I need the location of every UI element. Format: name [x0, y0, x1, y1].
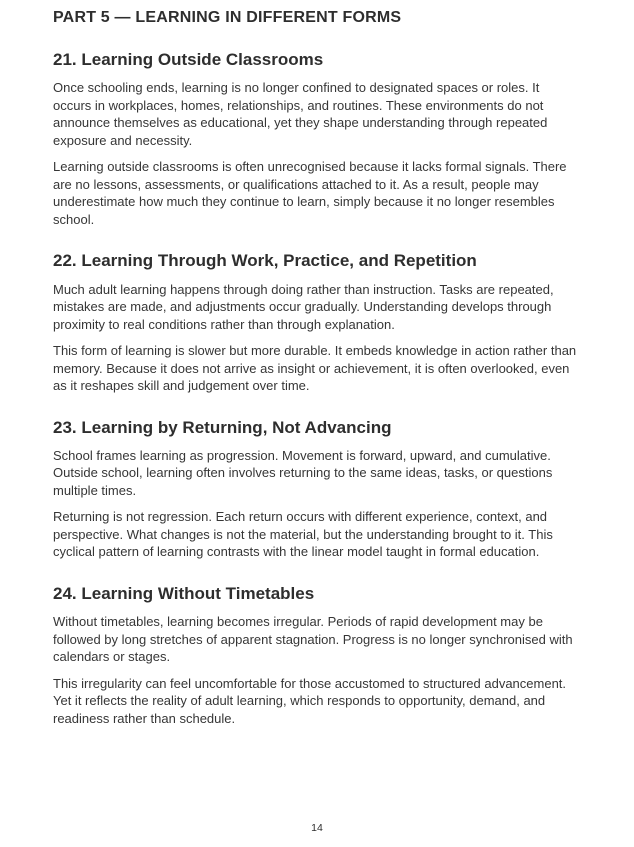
section-24: [53, 583, 580, 727]
section-23-heading: 23. Learning by Returning, Not Advancing: [53, 417, 392, 437]
section-22-paragraph-2: This form of learning is slower but more durable. It embeds knowledge in action rather than memory. Because it does not arrive as insight or achievement, it is often overlooked, even as it reshapes skill and judgement over time.: [53, 343, 577, 394]
section-24-heading: 24. Learning Without Timetables: [53, 583, 315, 603]
section-22: [53, 250, 580, 394]
section-21: [53, 49, 580, 228]
section-23-paragraph-1: School frames learning as progression. Movement is forward, upward, and cumulative. Outside school, learning often involves returning to the same ideas, tasks, or questions multiple times.: [53, 447, 553, 498]
section-21-paragraph-1: Once schooling ends, learning is no longer confined to designated spaces or roles. It occurs in workplaces, homes, relationships, and routines. These environments do not announce themselves as educational, yet they shape understanding through repeated exposure and necessity.: [53, 80, 548, 148]
section-23-paragraph-2: Returning is not regression. Each return occurs with different experience, context, and perspective. What changes is not the material, but the understanding brought to it. This cyclical pattern of learning contrasts with the linear model taught in formal education.: [53, 509, 553, 560]
part-title: PART 5 — LEARNING IN DIFFERENT FORMS: [53, 9, 402, 26]
section-22-paragraph-1: Much adult learning happens through doing rather than instruction. Tasks are repeated, mistakes are made, and adjustments occur gradually. Understanding develops through proximity to real conditions rather than through explanation.: [53, 281, 554, 332]
section-24-paragraph-1: Without timetables, learning becomes irregular. Periods of rapid development may be followed by long stretches of apparent stagnation. Progress is no longer synchronised with calendars or stages.: [53, 614, 573, 665]
page-number: 14: [311, 822, 323, 834]
section-22-heading: 22. Learning Through Work, Practice, and Repetition: [53, 251, 477, 271]
section-23: [53, 417, 580, 561]
section-21-paragraph-2: Learning outside classrooms is often unrecognised because it lacks formal signals. There are no lessons, assessments, or qualifications attached to it. As a result, people may underestimate how much they continue to learn, simply because it no longer resembles school.: [53, 159, 567, 227]
section-24-paragraph-2: This irregularity can feel uncomfortable for those accustomed to structured advancement. Yet it reflects the reality of adult learning, which responds to opportunity, demand, and readiness rather than schedule.: [53, 675, 567, 726]
section-21-heading: 21. Learning Outside Classrooms: [53, 50, 324, 70]
